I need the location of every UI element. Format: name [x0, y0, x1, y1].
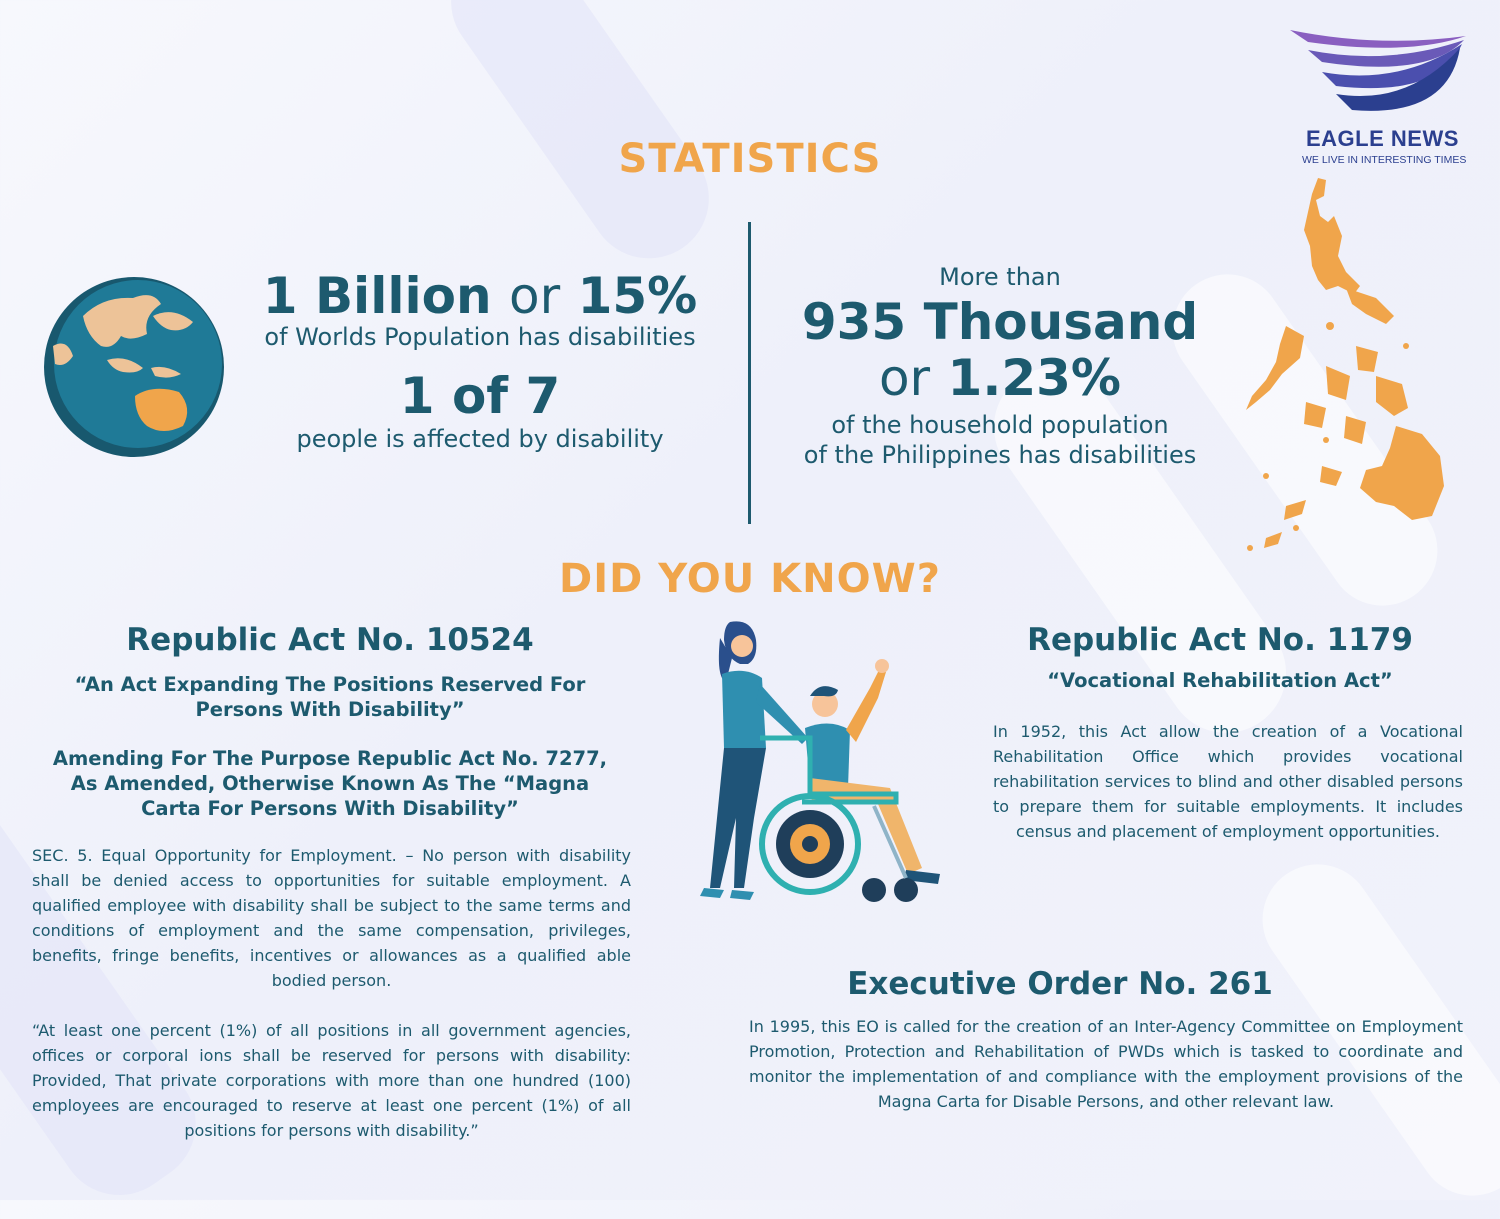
- globe-icon: [43, 276, 225, 458]
- world-stat-block: [230, 268, 730, 454]
- eo261-body: In 1995, this EO is called for the creation of an Inter-Agency Committee on Employment Promotion, Protection and Rehabilitation of PWDs which is tasked to coordinate and monitor the implementation of and compliance with the employment provisions of the Magna Carta for Disable Persons, and other relevant law.: [749, 1017, 1463, 1111]
- world-connector: or: [508, 267, 561, 325]
- ra10524-amend-line2: As Amended, Otherwise Known As The “Magna: [70, 772, 590, 795]
- ra1179-subtitle: “Vocational Rehabilitation Act”: [1047, 669, 1393, 692]
- ra10524-subtitle-line2: Persons With Disability”: [195, 698, 465, 721]
- ph-big-value: 935 Thousand: [801, 293, 1199, 351]
- brand-tagline: WE LIVE IN INTERESTING TIMES: [1302, 154, 1467, 166]
- ra1179-title: Republic Act No. 1179: [1027, 622, 1413, 658]
- ra10524-subtitle: [30, 672, 630, 722]
- statistics-heading: STATISTICS: [618, 136, 882, 182]
- world-ratio-caption: people is affected by disability: [296, 425, 664, 453]
- did-you-know-heading: DID YOU KNOW?: [559, 556, 941, 602]
- ra10524-amend-line1: Amending For The Purpose Republic Act No. 7277,: [52, 747, 608, 770]
- ra1179-body: In 1952, this Act allow the creation of a Vocational Rehabilitation Office which provides vocational rehabilitation services to blind and other disabled persons to prepare them for suitable employments. It includes census and placement of employment opportunities.: [993, 722, 1463, 841]
- world-percent: 15%: [577, 267, 698, 325]
- ra10524-subtitle-line1: “An Act Expanding The Positions Reserved For: [74, 673, 586, 696]
- world-stat-headline: [230, 268, 730, 324]
- philippines-map-icon: [1226, 176, 1456, 556]
- ph-connector: or: [878, 349, 931, 407]
- ph-percent-line: [760, 350, 1240, 406]
- eagle-news-logo: [1288, 26, 1468, 176]
- world-big-value: 1 Billion: [262, 267, 492, 325]
- philippines-stat-block: [760, 262, 1240, 470]
- ph-caption-line2: of the Philippines has disabilities: [803, 441, 1197, 469]
- world-caption: of Worlds Population has disabilities: [264, 323, 696, 351]
- ra10524-sec5: SEC. 5. Equal Opportunity for Employment. – No person with disability shall be denied access to opportunities for suitable employment. A qualified employee with disability shall be subject to the same terms and conditions of employment and the same compensation, privileges, benefits, fringe benefits, incentives or allowances as a qualified able bodied person.: [32, 846, 631, 990]
- ph-caption-line1: of the household population: [831, 411, 1169, 439]
- ra10524-amend-line3: Carta For Persons With Disability”: [141, 797, 519, 820]
- eo261-title: Executive Order No. 261: [847, 966, 1273, 1002]
- brand-name: EAGLE NEWS: [1306, 126, 1459, 151]
- stat-divider: [748, 222, 751, 524]
- ph-percent: 1.23%: [947, 349, 1122, 407]
- ph-lead: More than: [939, 263, 1061, 291]
- ra10524-amendment: [30, 746, 630, 821]
- eagle-wing-icon: [1288, 26, 1468, 126]
- ra10524-title: Republic Act No. 10524: [126, 622, 534, 658]
- ra10524-quote: “At least one percent (1%) of all positions in all government agencies, offices or corporal ions shall be reserved for persons with disability: Provided, That private corporations with more than one hundred (100) employees are encouraged to reserve at least one percent (1%) of all positions for persons with disability.”: [32, 1021, 631, 1140]
- world-ratio: 1 of 7: [399, 367, 561, 425]
- caregiver-wheelchair-illustration: [660, 618, 960, 908]
